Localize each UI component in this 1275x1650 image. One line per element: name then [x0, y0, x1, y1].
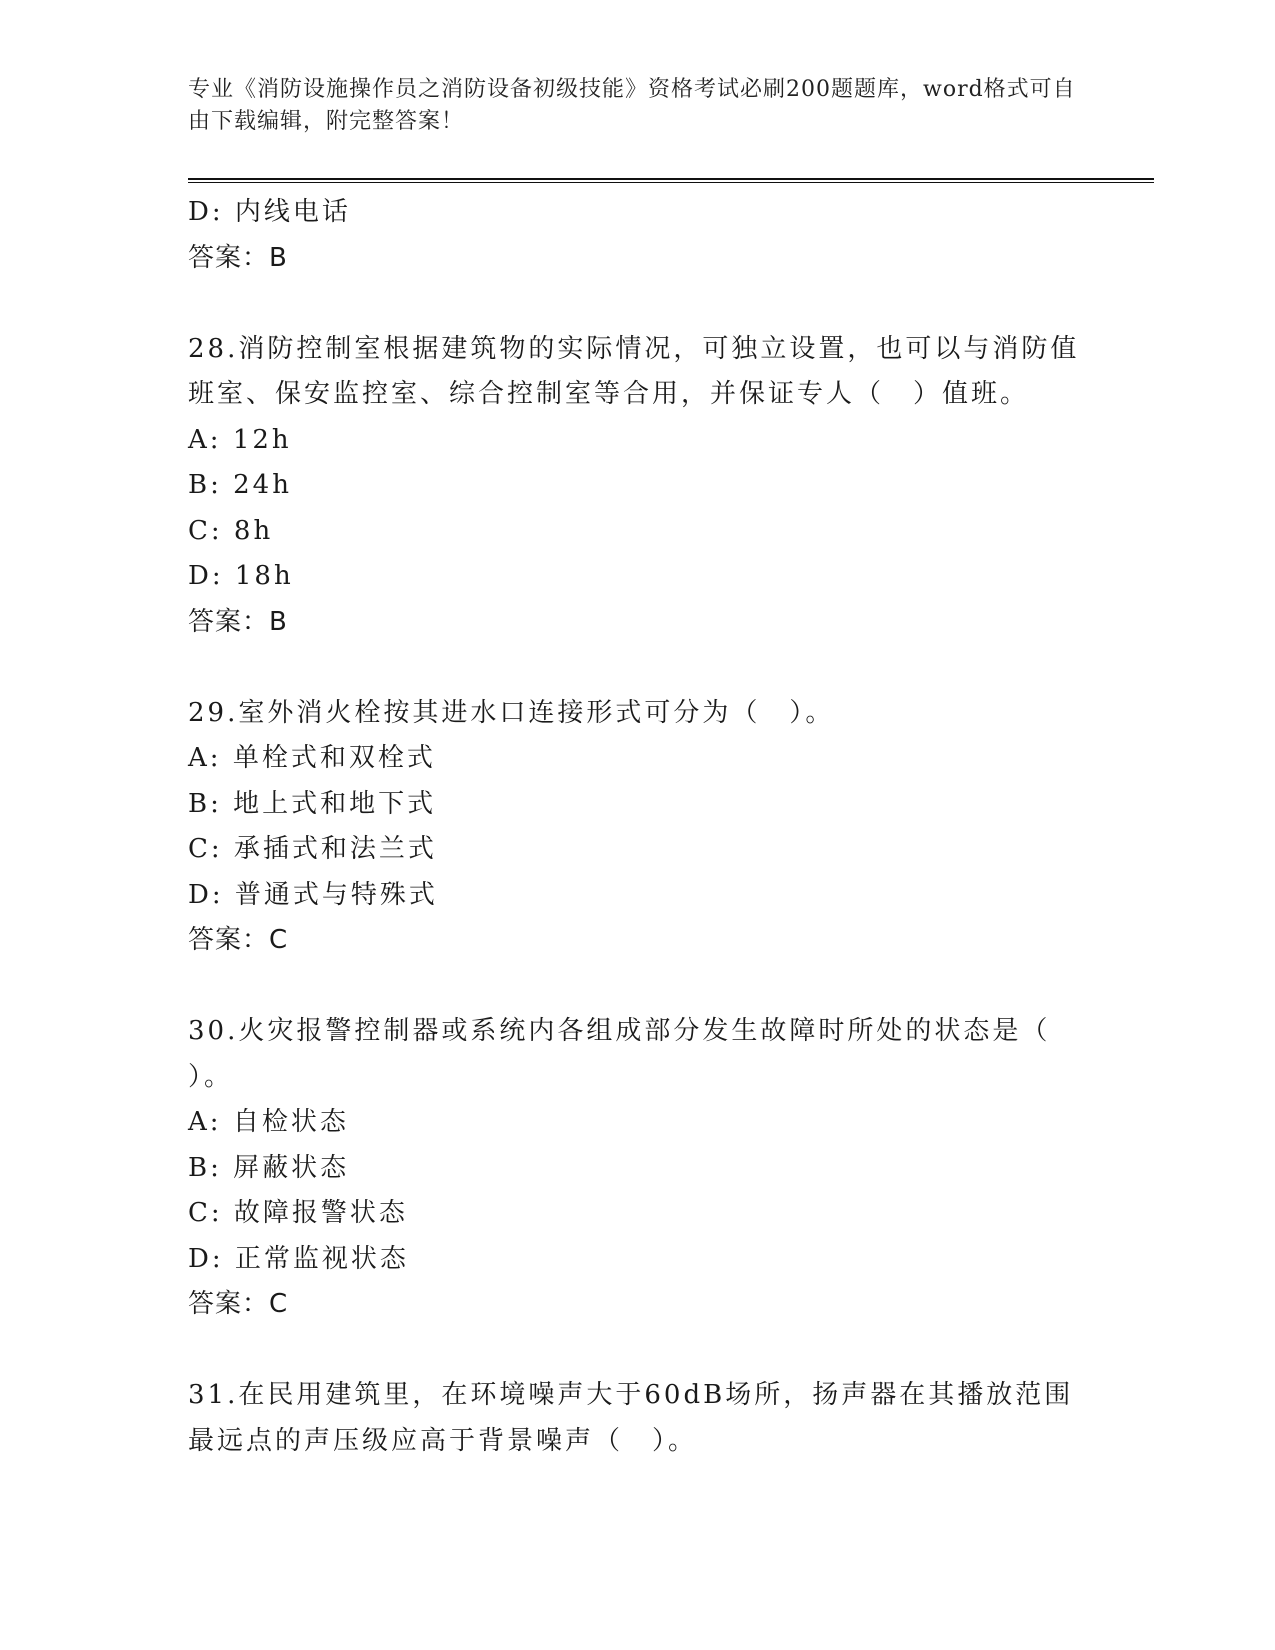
question-number: 29. [188, 697, 239, 728]
page-header [188, 74, 1088, 138]
option-a: A: 自检状态 [188, 1107, 349, 1137]
question-text: 室外消火栓按其进水口连接形式可分为（ ）。 [238, 697, 835, 728]
answer-line: 答案：C [188, 1289, 289, 1319]
option-d: D: 内线电话 [188, 197, 351, 227]
option-a: A: 12h [188, 424, 292, 455]
option-a: A: 单栓式和双栓式 [188, 743, 436, 773]
option-b: B: 地上式和地下式 [188, 788, 437, 819]
question-number: 28. [188, 333, 239, 364]
option-c: C: 8h [188, 515, 274, 546]
option-b: B: 24h [188, 470, 292, 500]
option-d: D: 正常监视状态 [188, 1243, 409, 1274]
option-c: C: 承插式和法兰式 [188, 834, 437, 864]
option-d: D: 普通式与特殊式 [188, 879, 438, 910]
question-line [188, 1373, 1088, 1419]
question-line-continued: 最远点的声压级应高于背景噪声（ ）。 [188, 1425, 698, 1456]
spacer [188, 645, 1088, 691]
answer-line: 答案：B [188, 242, 288, 273]
question-text: 消防控制室根据建筑物的实际情况，可独立设置，也可以与消防值 [238, 333, 1080, 364]
document-body [188, 190, 1088, 1464]
answer-line: 答案：B [188, 606, 288, 637]
question-line [188, 1009, 1088, 1055]
question-line [188, 691, 1088, 737]
question-text: 在民用建筑里，在环境噪声大于60dB场所，扬声器在其播放范围 [238, 1380, 1074, 1410]
question-line-continued: ）。 [188, 1061, 234, 1092]
question-number: 31. [188, 1380, 239, 1410]
option-d: D: 18h [188, 561, 294, 591]
header-divider [188, 178, 1154, 183]
option-b: B: 屏蔽状态 [188, 1152, 350, 1183]
question-line-continued: 班室、保安监控室、综合控制室等合用，并保证专人（ ）值班。 [188, 379, 1030, 409]
question-number: 30. [188, 1016, 239, 1046]
spacer [188, 281, 1088, 327]
spacer [188, 1328, 1088, 1374]
header-text: 专业《消防设施操作员之消防设备初级技能》资格考试必刷200题题库，word格式可自由下载编辑，附完整答案！ [188, 77, 1076, 134]
question-text: 火灾报警控制器或系统内各组成部分发生故障时所处的状态是（ [238, 1016, 1051, 1046]
option-c: C: 故障报警状态 [188, 1198, 408, 1228]
question-line [188, 327, 1088, 373]
spacer [188, 964, 1088, 1010]
answer-line: 答案：C [188, 925, 289, 955]
